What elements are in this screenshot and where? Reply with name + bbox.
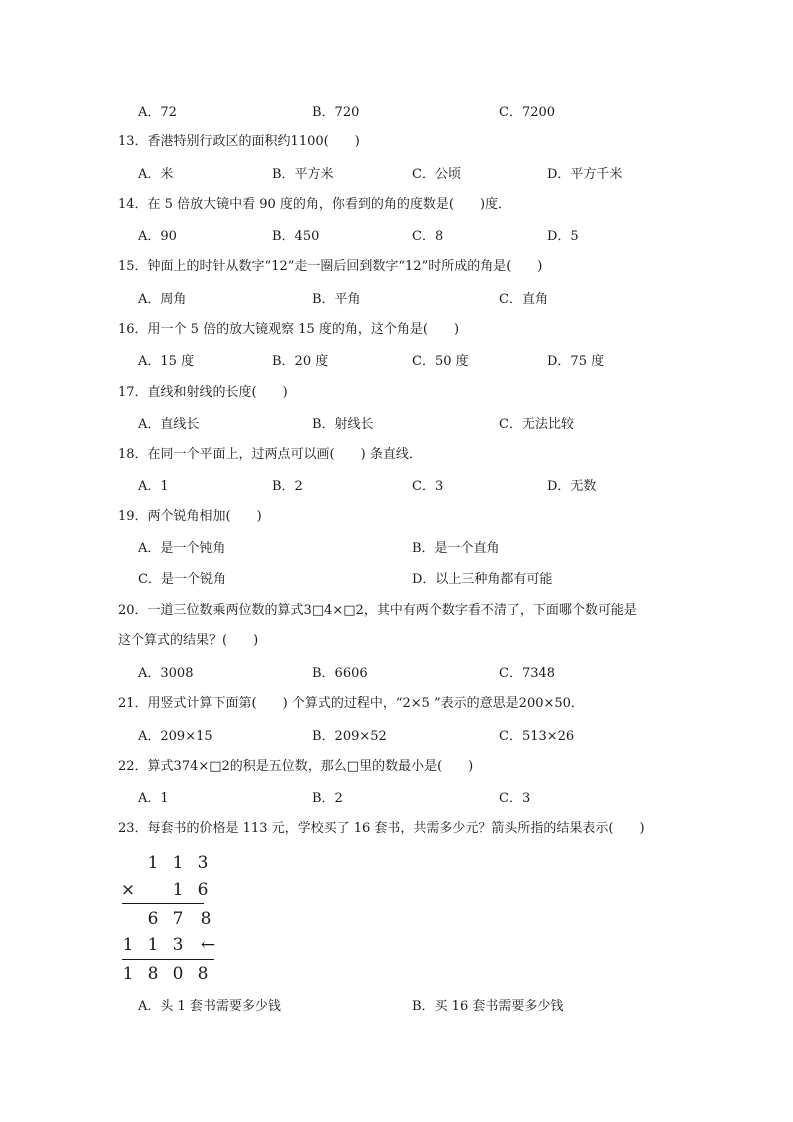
calc-digit: 8 [200, 909, 212, 929]
q21-option-a[interactable]: A．209×15 [138, 729, 213, 744]
q18-option-c[interactable]: C．3 [412, 479, 444, 494]
q13-option-c[interactable]: C．公顷 [412, 167, 461, 182]
calc-digit: 7 [172, 909, 184, 929]
q19-option-c[interactable]: C．是一个锐角 [138, 572, 226, 587]
q13-option-b[interactable]: B．平方米 [272, 167, 334, 182]
q14-option-d[interactable]: D．5 [547, 229, 579, 244]
calc-digit: 3 [172, 935, 184, 955]
q23-option-b[interactable]: B．买 16 套书需要多少钱 [412, 999, 564, 1014]
q23-text: 23．每套书的价格是 113 元，学校买了 16 套书，共需多少元？箭头所指的结果表示( ) [118, 821, 645, 836]
q13-option-d[interactable]: D．平方千米 [547, 167, 623, 182]
q16-option-c[interactable]: C．50 度 [412, 354, 469, 369]
calc-digit: 6 [197, 880, 209, 900]
q22-option-c[interactable]: C．3 [499, 791, 531, 806]
calc-divider-line [122, 903, 204, 904]
q19-option-d[interactable]: D．以上三种角都有可能 [412, 572, 553, 587]
q12-option-b[interactable]: B．720 [312, 105, 360, 120]
q13-option-a[interactable]: A．米 [138, 167, 174, 182]
q20-text: 20．一道三位数乘两位数的算式3□4×□2，其中有两个数字看不清了，下面哪个数可能是 [118, 603, 637, 618]
q18-option-d[interactable]: D．无数 [547, 479, 597, 494]
q17-option-a[interactable]: A．直线长 [138, 417, 200, 432]
q14-text: 14．在 5 倍放大镜中看 90 度的角，你看到的角的度数是( )度． [118, 197, 512, 212]
q12-option-c[interactable]: C．7200 [499, 105, 556, 120]
q20-text-continued: 这个算式的结果？( ) [118, 633, 259, 648]
q20-option-a[interactable]: A．3008 [138, 666, 194, 681]
q15-option-b[interactable]: B．平角 [312, 292, 361, 307]
q14-option-c[interactable]: C．8 [412, 229, 444, 244]
vertical-multiplication [118, 850, 228, 990]
q22-option-b[interactable]: B．2 [312, 791, 343, 806]
q16-text: 16．用一个 5 倍的放大镜观察 15 度的角，这个角是( ) [118, 322, 460, 337]
q22-text: 22．算式374×□2的积是五位数，那么□里的数最小是( ) [118, 759, 474, 774]
q16-option-b[interactable]: B．20 度 [272, 354, 329, 369]
q17-option-c[interactable]: C．无法比较 [499, 417, 574, 432]
calc-digit: 0 [172, 964, 184, 984]
calc-digit: 8 [147, 964, 159, 984]
q23-option-a[interactable]: A．头 1 套书需要多少钱 [138, 999, 281, 1014]
q14-option-b[interactable]: B．450 [272, 229, 320, 244]
calc-digit: 1 [147, 853, 159, 873]
calc-digit: 1 [172, 880, 184, 900]
q19-option-b[interactable]: B．是一个直角 [412, 541, 500, 556]
q21-text: 21．用竖式计算下面第( ) 个算式的过程中，“2×5 ”表示的意思是200×50． [118, 696, 584, 711]
calc-digit: 1 [122, 935, 134, 955]
q21-option-b[interactable]: B．209×52 [312, 729, 387, 744]
calc-digit: 1 [172, 853, 184, 873]
calc-digit: 1 [122, 964, 134, 984]
q13-text: 13．香港特别行政区的面积约1100( ) [118, 134, 360, 149]
q18-text: 18．在同一个平面上，过两点可以画( ) 条直线． [118, 447, 422, 462]
q17-text: 17．直线和射线的长度( ) [118, 385, 288, 400]
left-arrow-icon: ← [200, 935, 216, 955]
q18-option-a[interactable]: A．1 [138, 479, 169, 494]
q16-option-a[interactable]: A．15 度 [138, 354, 195, 369]
q18-option-b[interactable]: B．2 [272, 479, 303, 494]
q17-option-b[interactable]: B．射线长 [312, 417, 374, 432]
calc-digit: 1 [147, 935, 159, 955]
q22-option-a[interactable]: A．1 [138, 791, 169, 806]
calc-divider-line [122, 959, 214, 960]
q20-option-c[interactable]: C．7348 [499, 666, 556, 681]
calc-digit: 8 [197, 964, 209, 984]
q12-option-a[interactable]: A．72 [138, 105, 177, 120]
calc-digit: 6 [147, 909, 159, 929]
q15-option-c[interactable]: C．直角 [499, 292, 548, 307]
q21-option-c[interactable]: C．513×26 [499, 729, 575, 744]
q14-option-a[interactable]: A．90 [138, 229, 177, 244]
q15-option-a[interactable]: A．周角 [138, 292, 187, 307]
q20-option-b[interactable]: B．6606 [312, 666, 368, 681]
q16-option-d[interactable]: D．75 度 [547, 354, 605, 369]
q15-text: 15．钟面上的时针从数字“12”走一圈后回到数字“12”时所成的角是( ) [118, 259, 543, 274]
calc-digit: 3 [197, 853, 209, 873]
q19-text: 19．两个锐角相加( ) [118, 509, 262, 524]
multiply-sign: × [120, 880, 136, 900]
q19-option-a[interactable]: A．是一个钝角 [138, 541, 226, 556]
